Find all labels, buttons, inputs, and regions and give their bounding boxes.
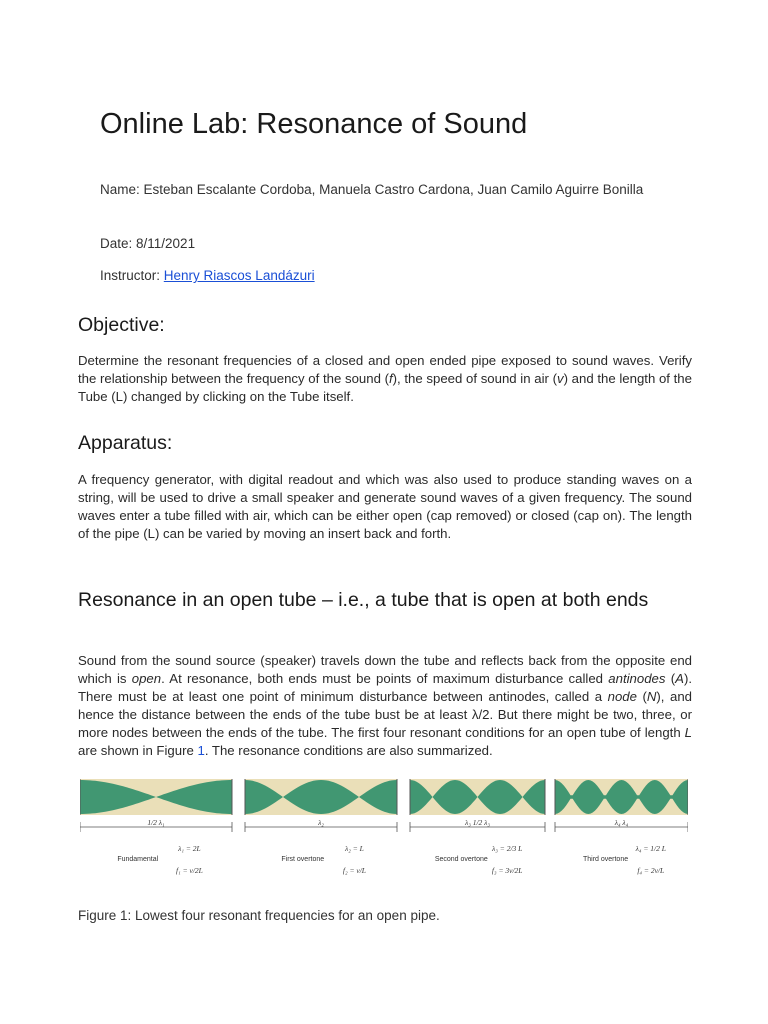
open-tube-text: Sound from the sound source (speaker) travels down the tube and reflects back from the opposite end which is open. At resonance, both ends must be points of maximum disturbance called antinodes (A). There must be at least one point of minimum disturbance between antinodes, called a node (N), and hence the distance between the ends of the tube bust be at least λ/2. But there might be two, three, or more nodes between the ends of the tube. The first four resonant conditions for an open tube of length L are shown in Figure 1. The resonance conditions are also summarized. bbox=[78, 653, 692, 758]
instructor-line bbox=[100, 268, 315, 283]
wavelength-equation: λ₁ = 2L bbox=[178, 844, 201, 853]
resonance-figure bbox=[80, 777, 688, 895]
wavelength-label: λ₃ 1/2 λ₃ bbox=[464, 818, 491, 827]
frequency-equation: f₃ = 3v/2L bbox=[491, 866, 523, 875]
figure-caption: Figure 1: Lowest four resonant frequencies for an open pipe. bbox=[78, 908, 440, 923]
mode-name: Second overtone bbox=[434, 856, 488, 863]
apparatus-text: A frequency generator, with digital readout and which was also used to produce standing waves on a string, will be used to drive a small speaker and generate sound waves of a given frequency. The sound waves enter a tube filled with air, which can be either open (cap removed) or closed (cap on). The length of the pipe (L) can be varied by moving an insert back and forth. bbox=[78, 472, 692, 541]
objective-text: Determine the resonant frequencies of a closed and open ended pipe exposed to sound waves. Verify the relationship between the frequency of the sound (f), the speed of sound in air (v) and the length of the Tube (L) changed by clicking on the Tube itself. bbox=[78, 353, 692, 404]
wavelength-equation: λ₃ = 2/3 L bbox=[492, 844, 523, 853]
mode-name: First overtone bbox=[281, 856, 325, 863]
objective-heading: Objective: bbox=[78, 314, 165, 336]
apparatus-heading: Apparatus: bbox=[78, 432, 173, 454]
wavelength-label: 1/2 λ₁ bbox=[147, 818, 165, 827]
authors-line: Name: Esteban Escalante Cordoba, Manuela Castro Cardona, Juan Camilo Aguirre Bonilla bbox=[100, 182, 644, 197]
frequency-equation: f₁ = v/2L bbox=[176, 866, 203, 875]
figure-svg bbox=[80, 777, 688, 895]
frequency-equation: f₂ = v/L bbox=[342, 866, 366, 875]
wavelength-label: λ₂ bbox=[318, 818, 324, 827]
figure-reference-link[interactable]: 1 bbox=[197, 743, 205, 758]
instructor-label: Instructor: bbox=[100, 268, 164, 283]
page-title: Online Lab: Resonance of Sound bbox=[100, 108, 528, 140]
mode-name: Third overtone bbox=[582, 856, 629, 863]
open-tube-heading: Resonance in an open tube – i.e., a tube that is open at both ends bbox=[78, 589, 649, 611]
date-line: Date: 8/11/2021 bbox=[100, 236, 196, 251]
mode-name: Fundamental bbox=[117, 856, 159, 863]
frequency-equation: f₄ = 2v/L bbox=[637, 866, 665, 875]
wavelength-label: λ₄ λ₄ bbox=[614, 818, 629, 827]
instructor-link[interactable]: Henry Riascos Landázuri bbox=[163, 268, 315, 283]
wavelength-equation: λ₄ = 1/2 L bbox=[635, 844, 666, 853]
wavelength-equation: λ₂ = L bbox=[345, 844, 364, 853]
